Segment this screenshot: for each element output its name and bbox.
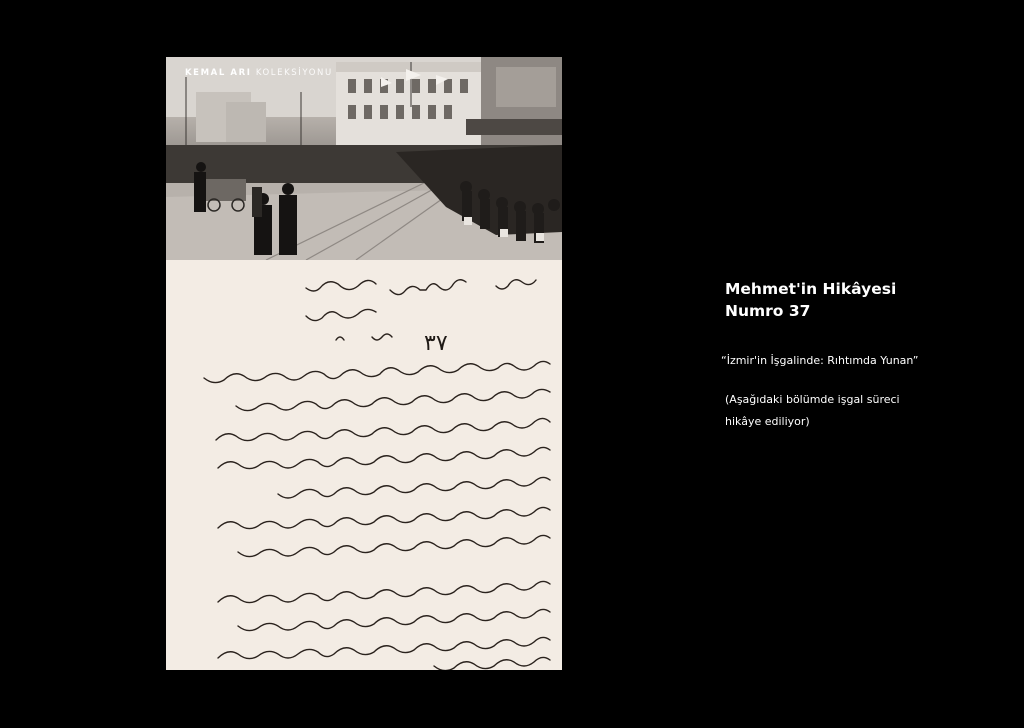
handwritten-ottoman-manuscript [166, 260, 562, 670]
manuscript-page-number: ۳۷ [424, 331, 448, 356]
watermark-bold-text: KEMAL ARI [185, 68, 252, 78]
story-subtitle: “İzmir'in İşgalinde: Rıhtımda Yunan” [721, 354, 919, 367]
story-note: (Aşağıdaki bölümde işgal süreci hikâye ediliyor) [725, 393, 900, 428]
archival-sheet [166, 57, 562, 670]
handwriting-strokes [166, 260, 562, 670]
story-title-line1: Mehmet'in Hikâyesi [725, 280, 897, 298]
story-title-line2: Numro 37 [725, 302, 811, 320]
story-title [725, 278, 1015, 322]
caption-panel [721, 278, 1015, 433]
watermark-light-text: KOLEKSİYONU [255, 68, 333, 78]
collection-watermark [185, 68, 333, 78]
street-scene-illustration [166, 57, 562, 260]
historical-photograph [166, 57, 562, 260]
